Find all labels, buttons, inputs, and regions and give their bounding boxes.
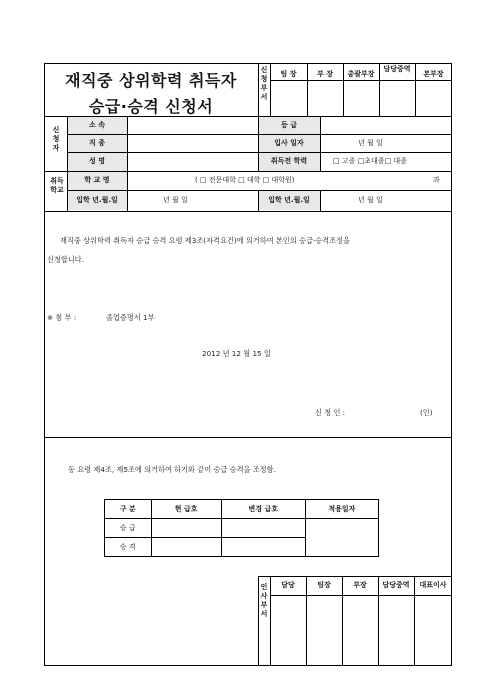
approval-top-header-5: 본부장 — [423, 70, 444, 78]
approval-top-side-label: 신청부서 — [260, 66, 268, 101]
cell-current-grade-1[interactable] — [151, 519, 221, 538]
th-category: 구 분 — [105, 500, 152, 519]
cell-apply-date[interactable] — [305, 519, 378, 557]
approval-bottom-header-3: 부장 — [353, 581, 367, 589]
label-name: 성 명 — [89, 157, 105, 165]
approval-bottom-side-label: 인사부서 — [260, 583, 268, 618]
th-new-grade: 변경 급호 — [221, 500, 305, 519]
approval-bottom-header-2: 팀장 — [317, 581, 331, 589]
school-type-options[interactable]: ( □ 전문대학 □ 대학 □ 대학원) — [195, 176, 295, 184]
label-grade: 등 급 — [281, 121, 297, 129]
entry-date-field[interactable]: 년 월 일 — [163, 196, 188, 204]
dept-field[interactable] — [128, 117, 257, 133]
label-dept: 소 속 — [89, 121, 105, 129]
prev-education-options[interactable]: □ 고졸 □초대졸□ 대졸 — [333, 157, 407, 165]
label-grad-date: 입학 년.월.일 — [268, 196, 310, 204]
approval-bottom-header-5: 대표이사 — [419, 581, 447, 589]
grade-change-table — [104, 499, 379, 557]
attach-value: 졸업증명서 1부 — [106, 313, 155, 322]
request-body-line1: 재직중 상위학력 취득자 승급 승격 요령 제3조(자격요건)에 의거하여 본인의 승급·승격조정을 — [60, 236, 350, 245]
approval-bottom-header-1: 담당 — [281, 581, 295, 589]
form-title-line2: 승급·승격 신청서 — [88, 97, 214, 116]
request-body-line2: 신청합니다. — [47, 255, 85, 264]
cell-new-grade-2[interactable] — [221, 538, 305, 557]
decision-body: 동 요령 제4조, 제5조에 의거하여 하기와 같이 승급 승격을 조정함. — [68, 465, 276, 474]
approval-top-header-4: 담당중역 — [383, 65, 411, 73]
label-prev-education: 취득전 학력 — [270, 157, 308, 165]
applicant-sign-label: 신 청 인 : — [315, 408, 346, 417]
approval-top-header-2: 부 장 — [317, 70, 333, 78]
grad-date-field[interactable]: 년 월 일 — [358, 196, 383, 204]
name-field[interactable] — [128, 153, 257, 170]
applicant-seal: (인) — [420, 408, 433, 417]
position-field[interactable] — [128, 135, 257, 151]
attach-label: ※ 첨 부 : — [47, 313, 77, 322]
label-school-name: 학 교 명 — [84, 176, 110, 184]
row-label-promotion-rank: 승 격 — [105, 538, 152, 557]
school-side-label: 취득학교 — [50, 177, 64, 194]
approval-top-header-3: 총괄부장 — [347, 70, 375, 78]
row-label-promotion-grade: 승 급 — [105, 519, 152, 538]
approval-bottom-header-4: 담당중역 — [382, 581, 410, 589]
th-current-grade: 현 급호 — [151, 500, 221, 519]
join-date-field[interactable]: 년 월 일 — [358, 139, 383, 147]
cell-current-grade-2[interactable] — [151, 538, 221, 557]
label-join-date: 입사 일자 — [274, 139, 304, 147]
school-dept-suffix: 과 — [433, 176, 440, 184]
form-title-line1: 재직중 상위학력 취득자 — [65, 71, 237, 90]
applicant-side-label: 신청자 — [52, 126, 60, 152]
cell-new-grade-1[interactable] — [221, 519, 305, 538]
approval-top-header-1: 팀 장 — [280, 70, 297, 78]
label-entry-date: 입학 년.월.일 — [76, 196, 118, 204]
grade-field[interactable] — [321, 117, 451, 133]
request-date: 2012 년 12 월 15 일 — [202, 349, 271, 358]
label-position: 직 종 — [89, 139, 105, 147]
th-apply-date: 적용일자 — [305, 500, 378, 519]
